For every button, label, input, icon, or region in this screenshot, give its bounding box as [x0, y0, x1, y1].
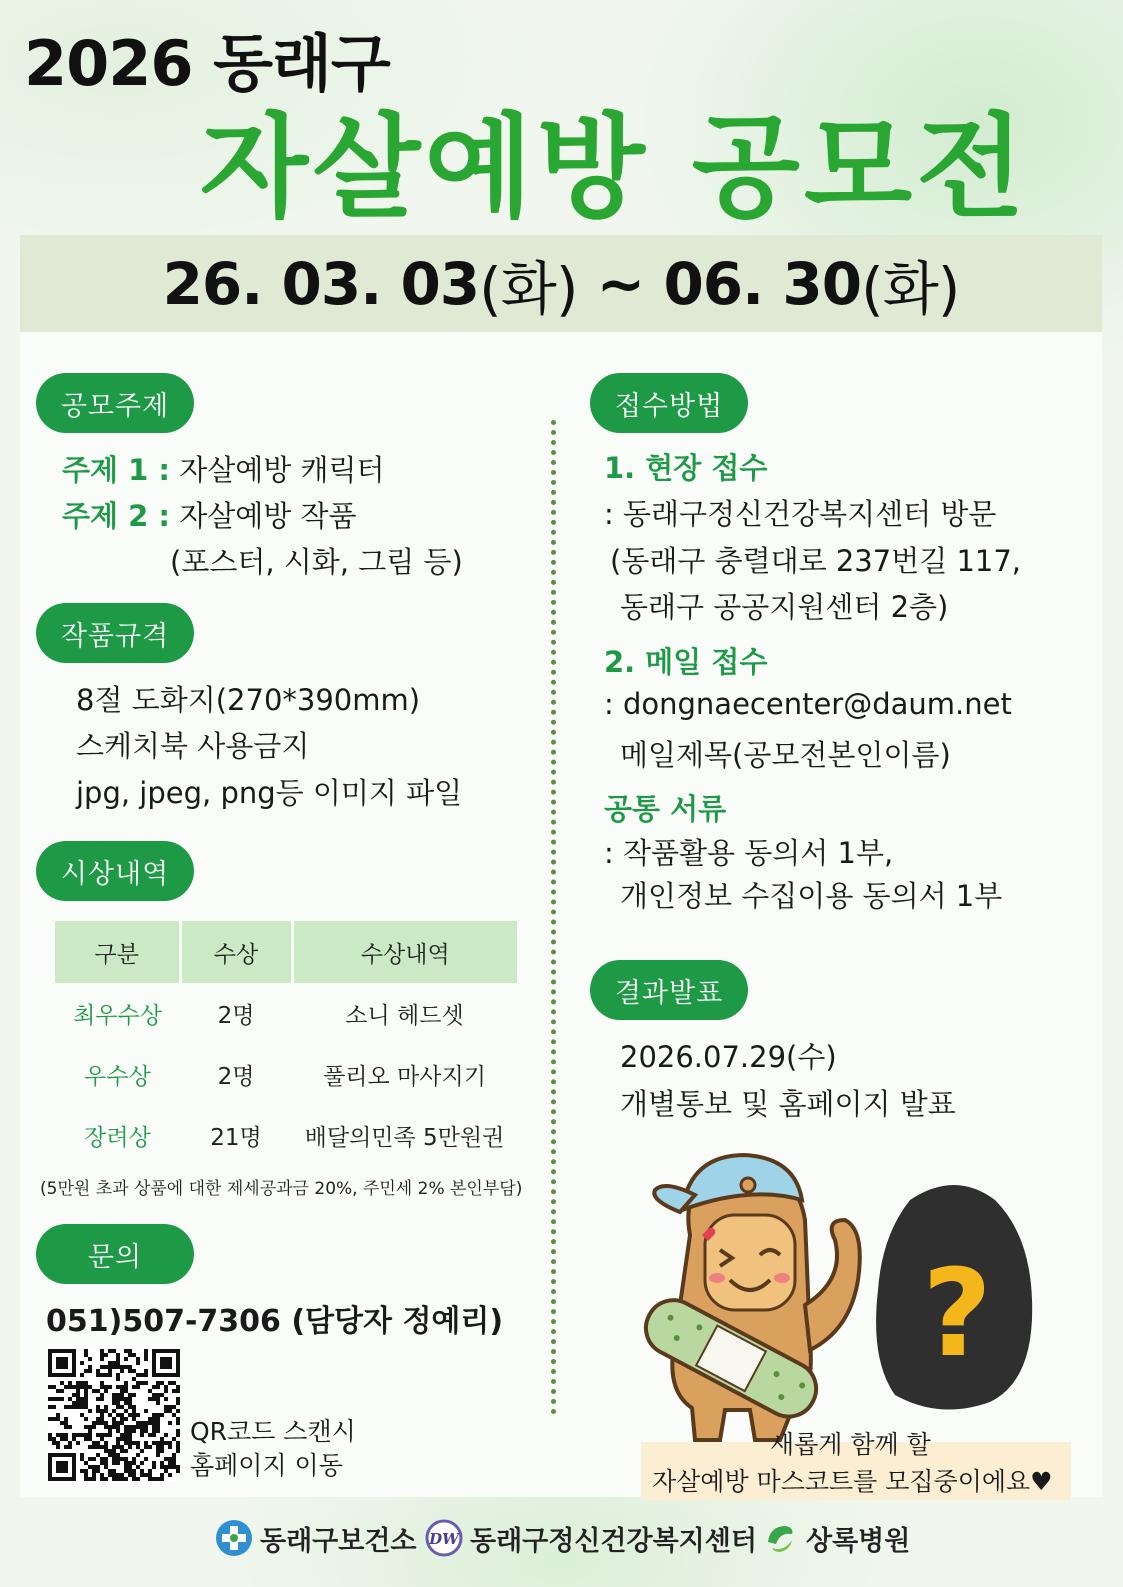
qr-code-icon — [48, 1349, 180, 1481]
contact-heading: 문의 — [36, 1224, 194, 1284]
footer-logo-mental-health-center — [424, 1518, 757, 1558]
submit-method-1-address: 동래구 공공지원센터 2층) — [620, 590, 949, 624]
contact-phone: 051)507-7306 (담당자 정예리) — [46, 1304, 504, 1339]
footer-org-name: 동래구보건소 — [260, 1525, 417, 1557]
qr-caption-line1: QR코드 스캔시 — [190, 1417, 356, 1446]
footer-logo-hospital — [760, 1518, 910, 1558]
topic-1-text: 자살예방 캐릭터 — [179, 453, 385, 487]
award-count: 21명 — [210, 1125, 262, 1151]
footer-org-name: 동래구정신건강복지센터 — [470, 1525, 757, 1557]
topic-2 — [62, 494, 357, 535]
header-year-line: 2026 동래구 — [24, 27, 390, 100]
awards-heading: 시상내역 — [36, 841, 194, 901]
hospital-logo-icon — [760, 1518, 800, 1558]
column-header: 수상내역 — [292, 921, 517, 983]
submit-method-1-title: 1. 현장 접수 — [604, 451, 768, 485]
period-band — [20, 235, 1102, 332]
topic-1 — [62, 448, 385, 489]
svg-text:DW: DW — [429, 1530, 459, 1548]
health-center-logo-icon — [214, 1518, 254, 1558]
topic-2-text: 자살예방 작품 — [179, 499, 357, 533]
topic-2-label: 주제 2 : — [62, 499, 170, 533]
period-end-day: (화) — [861, 254, 960, 323]
award-prize: 배달의민족 5만원권 — [304, 1125, 505, 1151]
awards-table — [55, 921, 517, 1166]
table-row — [55, 983, 517, 1044]
mascot-caption-line2: 자살예방 마스코트를 모집중이에요♥ — [652, 1467, 1053, 1496]
award-grade: 최우수상 — [73, 1003, 162, 1029]
result-detail: 개별통보 및 홈페이지 발표 — [620, 1087, 956, 1121]
common-docs-line: : 작품활용 동의서 1부, — [604, 836, 894, 870]
result-heading: 결과발표 — [590, 960, 748, 1020]
submit-email[interactable]: : dongnaecenter@daum.net — [604, 687, 1012, 721]
column-header: 수상 — [180, 921, 292, 983]
award-prize: 풀리오 마사지기 — [323, 1064, 486, 1090]
period-start-day: (화) — [479, 254, 578, 323]
spec-line: jpg, jpeg, png등 이미지 파일 — [76, 776, 463, 810]
period-separator: ~ — [577, 249, 664, 318]
topic-1-label: 주제 1 : — [62, 453, 170, 487]
award-prize: 소니 헤드셋 — [345, 1003, 464, 1029]
award-count: 2명 — [217, 1064, 255, 1090]
result-date: 2026.07.29(수) — [620, 1040, 837, 1074]
submit-heading: 접수방법 — [590, 373, 748, 433]
spec-heading: 작품규격 — [36, 603, 194, 663]
mascot-caption-line1: 새롭게 함께 할 — [770, 1430, 931, 1459]
topic-2-detail: (포스터, 시화, 그림 등) — [170, 545, 463, 579]
period-start: 26. 03. 03 — [162, 249, 480, 318]
column-header: 구분 — [55, 921, 180, 983]
submit-method-1-line: : 동래구정신건강복지센터 방문 — [604, 497, 997, 531]
footer-logo-health-center — [214, 1518, 417, 1558]
submit-method-2-title: 2. 메일 접수 — [604, 645, 768, 679]
table-header-row — [55, 921, 517, 983]
footer — [0, 1508, 1123, 1568]
common-docs-line: 개인정보 수집이용 동의서 1부 — [620, 879, 1003, 913]
table-row — [55, 1044, 517, 1105]
submit-email-subject: 메일제목(공모전본인이름) — [620, 738, 951, 772]
column-divider — [551, 420, 556, 1415]
awards-tax-note: (5만원 초과 상품에 대한 제세공과금 20%, 주민세 2% 본인부담) — [40, 1179, 523, 1199]
mental-health-center-logo-icon — [424, 1518, 464, 1558]
table-row — [55, 1105, 517, 1166]
award-grade: 우수상 — [84, 1064, 151, 1090]
award-grade: 장려상 — [84, 1125, 151, 1151]
spec-line: 스케치북 사용금지 — [76, 729, 310, 763]
spec-line: 8절 도화지(270*390mm) — [76, 683, 421, 717]
page-title: 자살예방 공모전 — [200, 103, 1029, 233]
question-mark: ? — [922, 1245, 992, 1384]
period-end: 06. 30 — [663, 249, 862, 318]
topic-heading: 공모주제 — [36, 373, 194, 433]
award-count: 2명 — [217, 1003, 255, 1029]
common-docs-title: 공통 서류 — [604, 792, 727, 826]
mascot-illustration — [620, 1140, 1060, 1445]
qr-caption-line2: 홈페이지 이동 — [190, 1451, 343, 1480]
footer-org-name: 상록병원 — [806, 1525, 911, 1557]
submit-method-1-address: (동래구 충렬대로 237번길 117, — [610, 544, 1022, 578]
qr-code[interactable] — [48, 1349, 180, 1481]
